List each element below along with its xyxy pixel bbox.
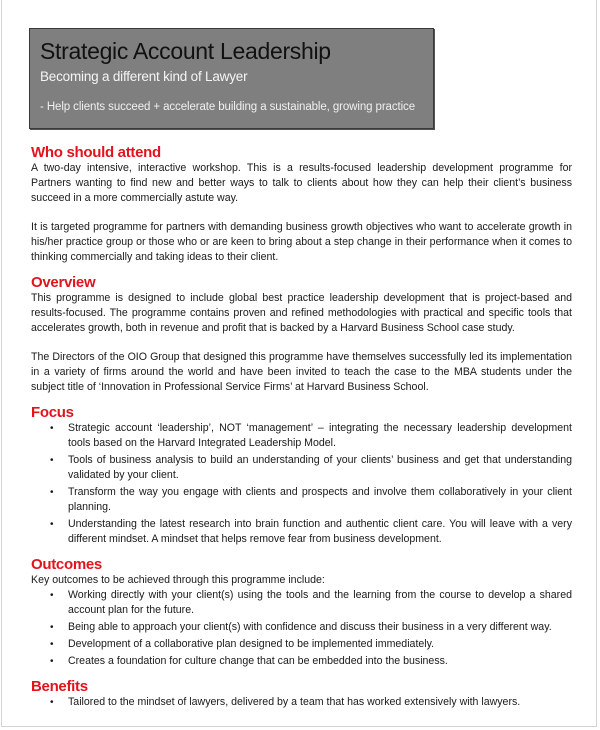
paragraph: The Directors of the OIO Group that designed this programme have themselves successfully led its implementation in a variety of firms around the world and have been invited to teach the case to the MBA students under the subject title of ‘Innovation in Professional Service Firms’ at Harvard Business School. <box>31 351 572 393</box>
bullet-list <box>31 588 572 669</box>
bullet-list <box>31 421 572 547</box>
list-item <box>31 637 572 652</box>
bullet-list <box>31 695 572 710</box>
list-item-text: Tailored to the mindset of lawyers, delivered by a team that has worked extensively with lawyers. <box>68 696 521 708</box>
list-item-text: Working directly with your client(s) using the tools and the learning from the course to develop a shared account plan for the future. <box>68 589 572 616</box>
list-item <box>31 517 572 547</box>
section-focus <box>31 404 572 547</box>
list-item-text: Creates a foundation for culture change that can be embedded into the business. <box>68 655 448 667</box>
list-item <box>31 485 572 515</box>
list-item-text: Tools of business analysis to build an understanding of your clients’ business and get that understanding validated by your client. <box>68 454 572 481</box>
bullet-icon: • <box>50 423 54 434</box>
document-subtitle: Becoming a different kind of Lawyer <box>40 69 248 84</box>
section-heading: Outcomes <box>31 556 102 573</box>
section-outcomes <box>31 556 572 669</box>
section-who-should-attend <box>31 144 572 265</box>
section-benefits <box>31 678 572 710</box>
list-item <box>31 453 572 483</box>
document-body <box>31 144 572 719</box>
section-heading: Benefits <box>31 678 88 695</box>
bullet-icon: • <box>50 519 54 530</box>
section-overview <box>31 274 572 395</box>
paragraph: A two-day intensive, interactive workshop. This is a results-focused leadership development programme for Partners wanting to find new and better ways to talk to clients about how they can help their client’s business succeed in a more commercially astute way. <box>31 162 572 204</box>
bullet-icon: • <box>50 622 54 633</box>
paragraph: This programme is designed to include global best practice leadership development that is project-based and results-focused. The programme contains proven and refined methodologies with practical and specific tools that accelerates growth, both in revenue and profit that is backed by a Harvard Business School case study. <box>31 292 572 334</box>
list-item <box>31 620 572 635</box>
section-heading: Who should attend <box>31 144 161 161</box>
list-item-text: Being able to approach your client(s) with confidence and discuss their business in a very different way. <box>68 621 552 633</box>
title-banner <box>29 28 434 129</box>
document-tagline: - Help clients succeed + accelerate building a sustainable, growing practice <box>40 101 415 113</box>
bullet-icon: • <box>50 455 54 466</box>
list-item <box>31 654 572 669</box>
list-item <box>31 588 572 618</box>
bullet-icon: • <box>50 590 54 601</box>
document-page <box>1 0 597 727</box>
list-item <box>31 421 572 451</box>
paragraph: It is targeted programme for partners with demanding business growth objectives who want to accelerate growth in his/her practice group or those who or are keen to bring about a step change in their performance when it comes to thinking commercially and taking ideas to their client. <box>31 221 572 263</box>
paragraph: Key outcomes to be achieved through this programme include: <box>31 574 325 586</box>
bullet-icon: • <box>50 656 54 667</box>
list-item <box>31 695 572 710</box>
document-title: Strategic Account Leadership <box>40 38 331 64</box>
section-heading: Focus <box>31 404 74 421</box>
list-item-text: Transform the way you engage with clients and prospects and involve them collaboratively in your client planning. <box>68 486 572 513</box>
bullet-icon: • <box>50 487 54 498</box>
list-item-text: Understanding the latest research into brain function and authentic client care. You will leave with a very different mindset. A mindset that helps remove fear from business development. <box>68 518 572 545</box>
list-item-text: Strategic account ‘leadership’, NOT ‘management’ – integrating the necessary leadership development tools based on the Harvard Integrated Leadership Model. <box>68 422 572 449</box>
list-item-text: Development of a collaborative plan designed to be implemented immediately. <box>68 638 435 650</box>
bullet-icon: • <box>50 697 54 708</box>
bullet-icon: • <box>50 639 54 650</box>
section-heading: Overview <box>31 274 96 291</box>
